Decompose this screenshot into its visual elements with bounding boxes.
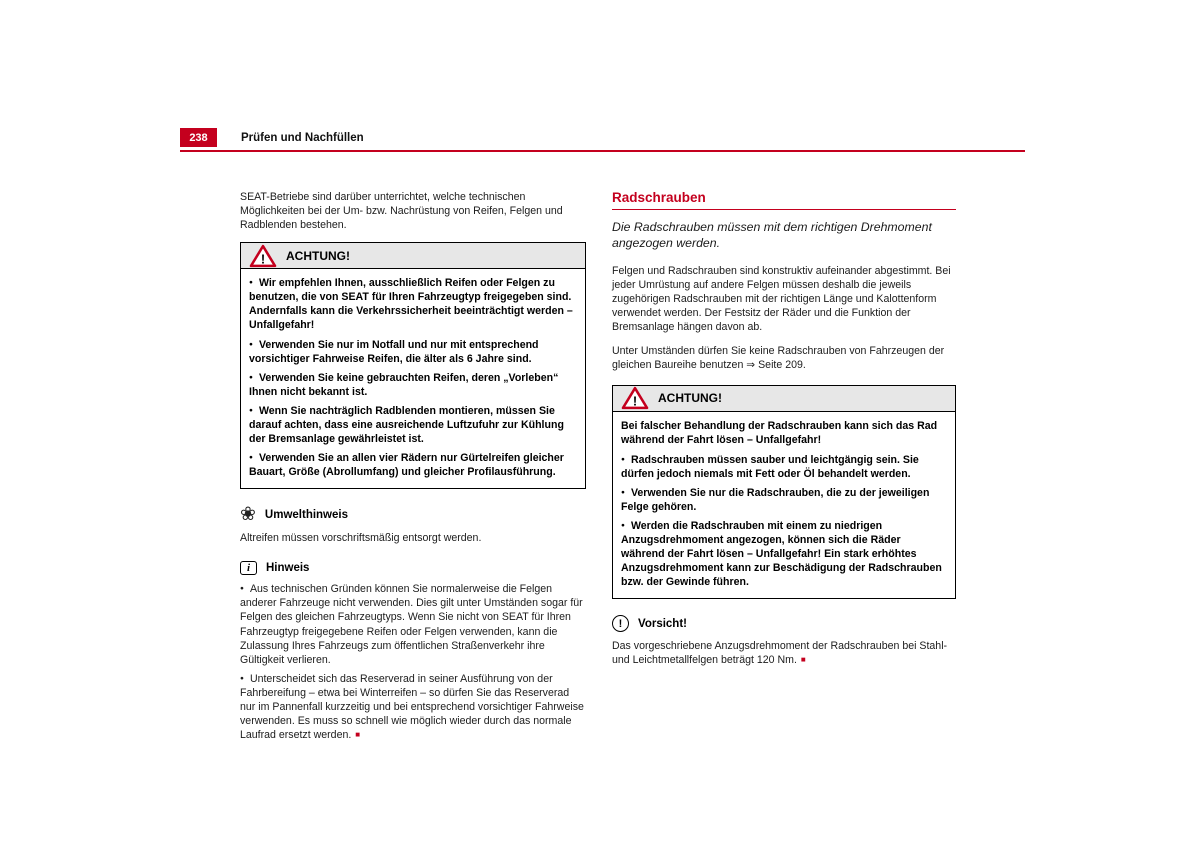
environment-flower-icon: ❀ <box>240 504 256 526</box>
warning-box-body <box>613 412 955 599</box>
caution-heading <box>612 615 956 632</box>
warning-bullet-text: Verwenden Sie nur die Radschrauben, die zu der jeweiligen Felge gehören. <box>621 486 930 513</box>
warning-bullet <box>621 486 947 514</box>
right-column <box>612 190 956 747</box>
warning-bullet-text: Wir empfehlen Ihnen, ausschließlich Reifen oder Felgen zu benutzen, die von SEAT für Ihren Fahrzeugtyp freigegeben sind. Andernfalls kann die Verkehrssicherheit beeinträchtigt werden – Unfallgefahr! <box>249 277 573 332</box>
warning-bullet-text: Wenn Sie nachträglich Radblenden montieren, müssen Sie darauf achten, dass eine ausreichende Luftzufuhr zur Kühlung der Bremsanlage gewährleistet ist. <box>249 404 564 446</box>
left-column <box>240 190 586 747</box>
eco-note-text: Altreifen müssen vorschriftsmäßig entsorgt werden. <box>240 532 482 545</box>
note-heading <box>240 561 586 575</box>
bullet-icon <box>249 452 259 464</box>
caution-text: Das vorgeschriebene Anzugsdrehmoment der Radschrauben bei Stahl- und Leichtmetallfelgen beträgt 120 Nm. <box>612 640 948 667</box>
bullet-icon <box>249 372 259 384</box>
caution-exclamation-icon: ! <box>612 615 629 632</box>
end-marker: ■ <box>355 730 361 740</box>
warning-box-tyres <box>240 242 586 489</box>
bullet-icon <box>621 454 631 466</box>
body-paragraph: Felgen und Radschrauben sind konstruktiv aufeinander abgestimmt. Bei jeder Umrüstung auf andere Felgen müssen deshalb die jeweils zugehörigen Radschrauben mit der richtigen Länge und Kalottenform verwendet werden. Der Festsitz der Räder und die Funktion der Bremsanlage hängen davon ab. <box>612 264 951 334</box>
end-marker: ■ <box>800 655 806 665</box>
note-bullet-text: Aus technischen Gründen können Sie normalerweise die Felgen anderer Fahrzeuge nicht verwenden. Dies gilt unter Umständen sogar für Felgen des gleichen Fahrzeugtyps. Wenn Sie nicht von SEAT für Ihren Fahrzeugtyp freigegebene Reifen oder Felgen verwenden, kann die Zulassung Ihres Fahrzeugs zum öffentlichen Straßenverkehr ihre Gültigkeit verlieren. <box>240 583 583 666</box>
intro-paragraph: SEAT-Betriebe sind darüber unterrichtet, welche technischen Möglichkeiten bei der Um- bzw. Nachrüstung von Reifen, Felgen und Radblenden bestehen. <box>240 191 563 232</box>
bullet-icon <box>249 339 259 351</box>
warning-box-header <box>613 386 955 412</box>
caution-title: Vorsicht! <box>638 617 687 630</box>
warning-bullet <box>249 404 577 446</box>
section-heading-radschrauben: Radschrauben <box>612 190 956 210</box>
warning-bullet <box>249 276 577 332</box>
eco-note-heading <box>240 505 586 524</box>
warning-bullet <box>621 519 947 589</box>
note-bullet <box>240 582 586 666</box>
eco-note-title: Umwelthinweis <box>264 508 348 521</box>
note-bullet <box>240 672 586 742</box>
warning-title: ACHTUNG! <box>286 248 350 263</box>
note-title: Hinweis <box>266 562 310 575</box>
section-title: Prüfen und Nachfüllen <box>241 131 364 144</box>
warning-triangle-icon <box>621 386 649 410</box>
info-icon: i <box>240 561 257 575</box>
header-rule <box>180 150 1025 152</box>
bullet-icon <box>621 487 631 499</box>
warning-title: ACHTUNG! <box>658 391 722 406</box>
warning-box-wheel-bolts <box>612 385 956 600</box>
bullet-icon <box>240 583 250 595</box>
warning-bullet <box>249 371 577 399</box>
warning-bullet <box>621 453 947 481</box>
bullet-icon <box>249 277 259 289</box>
page-number-badge: 238 <box>180 128 217 147</box>
page-content <box>180 128 1025 747</box>
note-bullet-text: Unterscheidet sich das Reserverad in seiner Ausführung von der Fahrbereifung – etwa bei Winterreifen – so dürfen Sie das Reserverad nur im Pannenfall kurzzeitig und bei entsprechend vorsichtiger Fahrweise verwenden. Es muss so schnell wie möglich wieder durch das normale Laufrad ersetzt werden. <box>240 672 584 742</box>
warning-bullet-text: Radschrauben müssen sauber und leichtgängig sein. Sie dürfen jedoch niemals mit Fett oder Öl behandelt werden. <box>621 453 919 480</box>
warning-bullet <box>249 451 577 479</box>
warning-bullet-text: Verwenden Sie an allen vier Rädern nur Gürtelreifen gleicher Bauart, Größe (Abrollumfang) und gleicher Profilausführung. <box>249 452 564 479</box>
body-paragraph-with-reference: Unter Umständen dürfen Sie keine Radschrauben von Fahrzeugen der gleichen Baureihe benutzen ⇒ Seite 209. <box>612 345 945 372</box>
warning-lead: Bei falscher Behandlung der Radschrauben kann sich das Rad während der Fahrt lösen – Unfallgefahr! <box>621 419 938 446</box>
svg-text:!: ! <box>632 393 638 409</box>
warning-bullet-text: Verwenden Sie nur im Notfall und nur mit entsprechend vorsichtiger Fahrweise Reifen, die älter als 6 Jahre sind. <box>249 338 539 365</box>
warning-bullet <box>249 338 577 366</box>
page-header <box>180 128 1025 147</box>
two-column-layout <box>180 190 1025 747</box>
bullet-icon <box>621 520 631 532</box>
bullet-icon <box>249 405 259 417</box>
bullet-icon <box>240 673 250 685</box>
italic-subheading: Die Radschrauben müssen mit dem richtigen Drehmoment angezogen werden. <box>612 220 932 250</box>
warning-box-header <box>241 243 585 269</box>
warning-triangle-icon <box>249 244 277 268</box>
caution-text-wrap <box>612 639 956 667</box>
warning-box-body <box>241 269 585 488</box>
svg-text:!: ! <box>260 251 266 267</box>
warning-bullet-text: Verwenden Sie keine gebrauchten Reifen, deren „Vorleben“ Ihnen nicht bekannt ist. <box>249 371 559 398</box>
warning-bullet-text: Werden die Radschrauben mit einem zu niedrigen Anzugsdrehmoment angezogen, können sich die Räder während der Fahrt lösen – Unfallgefahr! Ein stark erhöhtes Anzugsdrehmoment kann zur Beschädigung der Radschrauben bzw. der Gewinde führen. <box>621 519 942 589</box>
